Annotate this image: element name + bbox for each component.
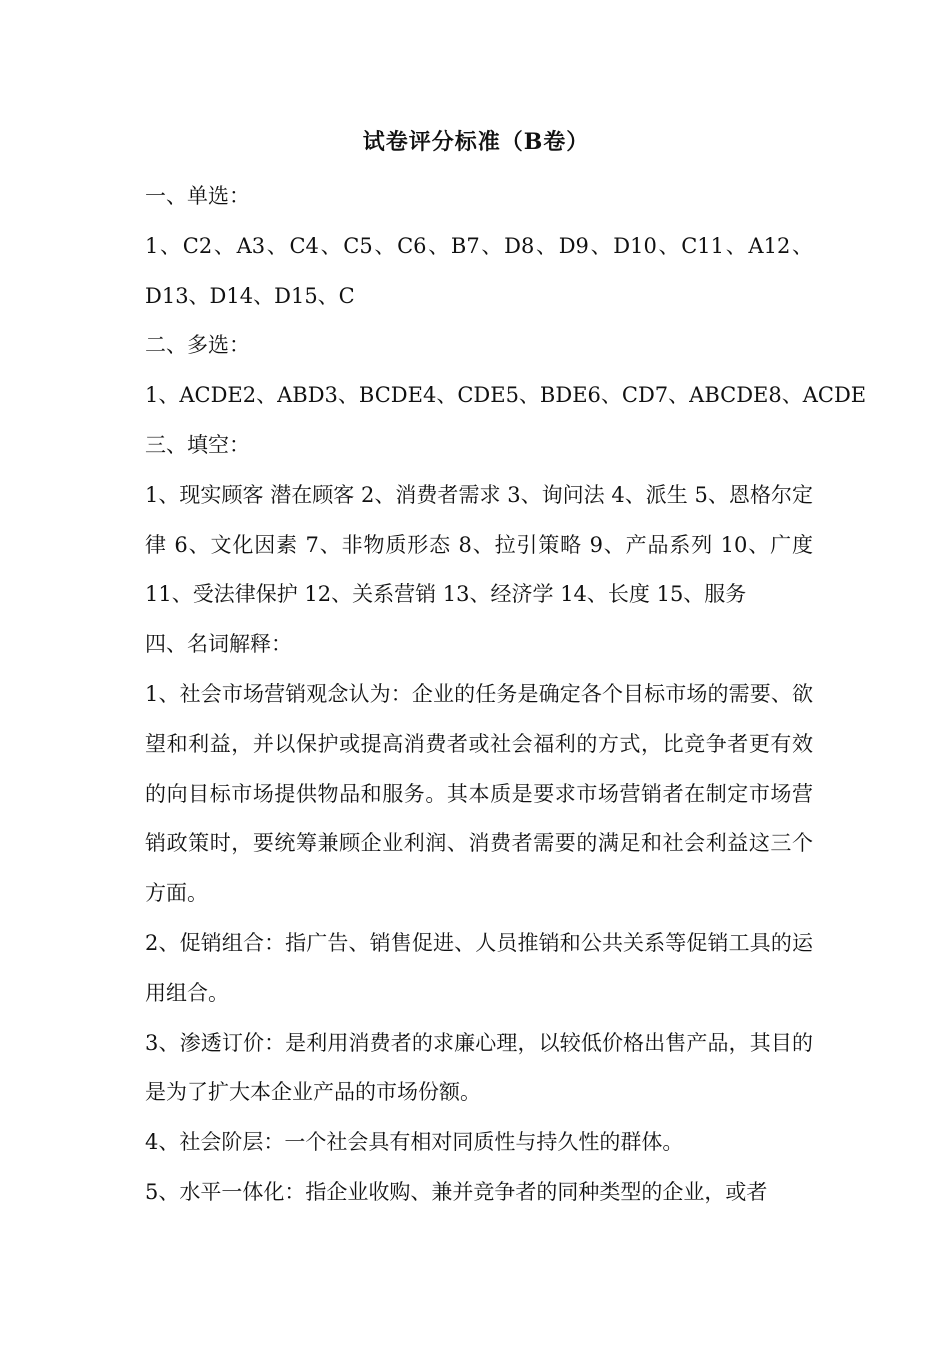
fill-in-answers: 1、现实顾客 潜在顾客 2、消费者需求 3、询问法 4、派生 5、恩格尔定律 6、文化因素 7、非物质形态 8、拉引策略 9、产品系列 10、广度 11、受法律保护 12、关系营销 13、经济学 14、长度 15、服务 xyxy=(145,482,813,607)
multiple-choice-answers: 1、ACDE2、ABD3、BCDE4、CDE5、BDE6、CD7、ABCDE8、ACDE xyxy=(145,383,867,408)
section-heading-single-choice: 一、单选： xyxy=(145,184,250,208)
term-explanation-item: 5、水平一体化：指企业收购、兼并竞争者的同种类型的企业，或者 xyxy=(145,1179,768,1204)
term-explanation-item: 1、社会市场营销观念认为：企业的任务是确定各个目标市场的需要、欲望和利益，并以保护或提高消费者或社会福利的方式，比竞争者更有效的向目标市场提供物品和服务。其本质是要求市场营销者在制定市场营销政策时，要统筹兼顾企业利润、消费者需要的满足和社会利益这三个方面。 xyxy=(145,681,813,906)
term-explanation-item: 2、促销组合：指广告、销售促进、人员推销和公共关系等促销工具的运用组合。 xyxy=(145,930,813,1005)
section-heading-multiple-choice: 二、多选： xyxy=(145,333,250,358)
single-choice-answers: 1、C2、A3、C4、C5、C6、B7、D8、D9、D10、C11、A12、D13、D14、D15、C xyxy=(145,233,813,308)
term-explanation-item: 4、社会阶层：一个社会具有相对同质性与持久性的群体。 xyxy=(145,1130,684,1155)
term-explanation-item: 3、渗透订价：是利用消费者的求廉心理，以较低价格出售产品，其目的是为了扩大本企业产品的市场份额。 xyxy=(145,1030,813,1105)
document-content xyxy=(145,172,867,1218)
document-title: 试卷评分标准（B卷） xyxy=(362,129,590,155)
section-heading-term-explanation: 四、名词解释： xyxy=(145,632,292,657)
section-heading-fill-in: 三、填空： xyxy=(145,432,250,457)
